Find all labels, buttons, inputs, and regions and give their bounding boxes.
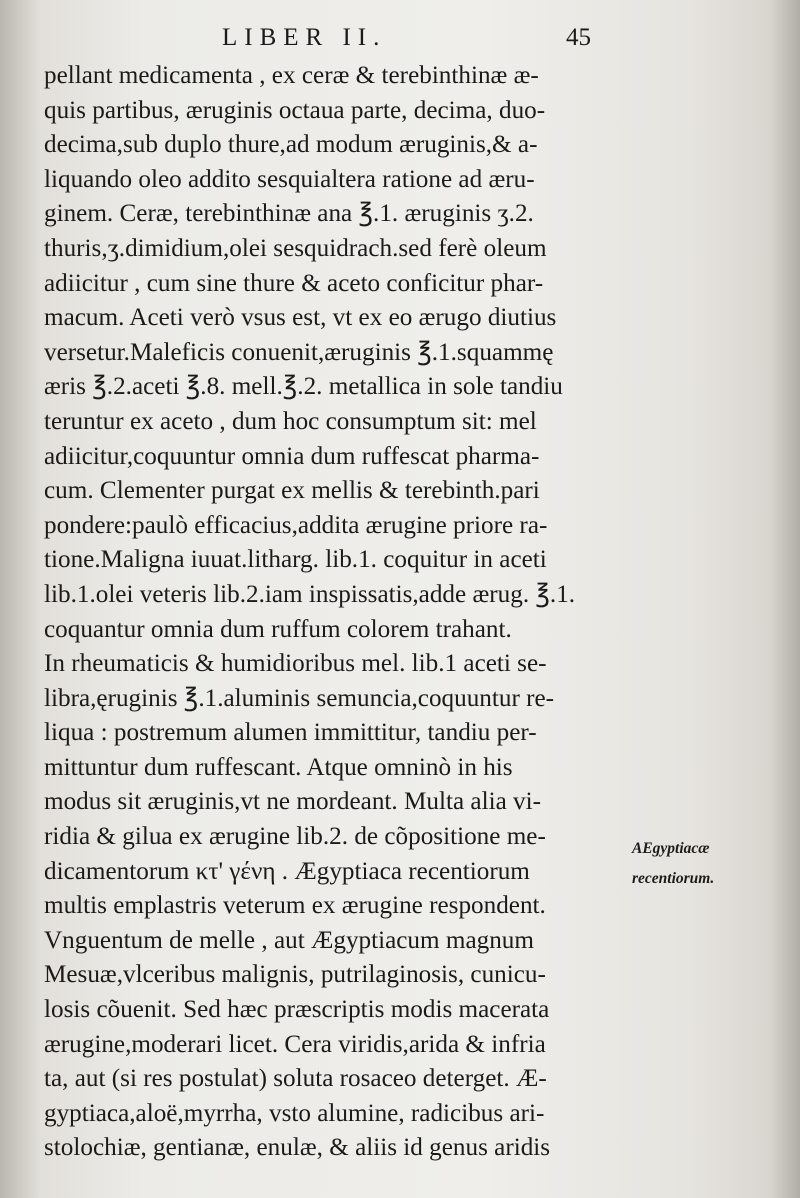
- text-line: teruntur ex aceto , dum hoc consumptum sit: mel: [44, 405, 537, 435]
- text-line: modus sit æruginis,vt ne mordeant. Multa alia vi-: [44, 786, 541, 816]
- marginal-note-line: AEgyptiacæ: [632, 840, 710, 857]
- text-line: macum. Aceti verò vsus est, vt ex eo ærugo diutius: [44, 302, 557, 332]
- text-line: decima,sub duplo thure,ad modum æruginis,& a-: [44, 129, 538, 159]
- text-line: pondere:paulò efficacius,addita ærugine priore ra-: [44, 509, 548, 539]
- marginal-note: [632, 834, 797, 894]
- text-line: losis cõuenit. Sed hæc præscriptis modis macerata: [44, 994, 550, 1024]
- text-line: gyptiaca,aloë,myrrha, vsto alumine, radicibus ari-: [44, 1097, 545, 1127]
- text-line: versetur.Maleficis conuenit,æruginis ℥.1.squammę: [44, 336, 554, 366]
- marginal-note-line: recentiorum.: [632, 870, 715, 887]
- text-line: cum. Clementer purgat ex mellis & terebinth.pari: [44, 475, 540, 505]
- text-line: quis partibus, æruginis octaua parte, decima, duo-: [44, 94, 546, 124]
- text-line: libra,ęruginis ℥.1.aluminis semuncia,coquuntur re-: [44, 682, 555, 712]
- text-line: ærugine,moderari licet. Cera viridis,arida & infria: [44, 1028, 546, 1058]
- text-line: In rheumaticis & humidioribus mel. lib.1 aceti se-: [44, 648, 547, 678]
- gutter-shadow: [0, 0, 40, 1198]
- text-line: thuris,ʒ.dimidium,olei sesquidrach.sed ferè oleum: [44, 232, 547, 262]
- text-line: adiicitur,coquuntur omnia dum ruffescat pharma-: [44, 440, 540, 470]
- running-head: [0, 20, 800, 60]
- text-line: coquantur omnia dum ruffum colorem trahant.: [44, 613, 512, 643]
- text-line: tione.Maligna iuuat.litharg. lib.1. coquitur in aceti: [44, 544, 547, 574]
- book-title: LIBER II.: [222, 24, 387, 51]
- text-line: lib.1.olei veteris lib.2.iam inspissatis,adde ærug. ℥.1.: [44, 578, 576, 608]
- text-line: ta, aut (si res postulat) soluta rosaceo deterget. Æ-: [44, 1063, 547, 1093]
- text-line: æris ℥.2.aceti ℥.8. mell.℥.2. metallica in sole tandiu: [44, 371, 563, 401]
- text-line: Mesuæ,vlceribus malignis, putrilaginosis, cunicu-: [44, 959, 546, 989]
- page-number: 45: [566, 24, 591, 51]
- text-line: liqua : postremum alumen immittitur, tandiu per-: [44, 717, 537, 747]
- text-line: multis emplastris veterum ex ærugine respondent.: [44, 890, 546, 920]
- text-line: mittuntur dum ruffescant. Atque omninò in his: [44, 751, 513, 781]
- text-line: pellant medicamenta , ex ceræ & terebinthinæ æ-: [44, 60, 539, 89]
- text-line: Vnguentum de melle , aut Ægyptiacum magnum: [44, 924, 534, 954]
- page-edge-shadow: [770, 0, 800, 1198]
- text-line: stolochiæ, gentianæ, enulæ, & aliis id genus aridis: [44, 1132, 551, 1162]
- text-line: liquando oleo addito sesquialtera ratione ad æru-: [44, 163, 535, 193]
- text-line: ridia & gilua ex ærugine lib.2. de cõpositione me-: [44, 821, 546, 851]
- body-text: [44, 58, 644, 1165]
- text-line: ginem. Ceræ, terebinthinæ ana ℥.1. æruginis ʒ.2.: [44, 198, 534, 228]
- text-line: adiicitur , cum sine thure & aceto conficitur phar-: [44, 267, 544, 297]
- text-line: dicamentorum κτ' γένη . Ægyptiaca recentiorum: [44, 855, 530, 885]
